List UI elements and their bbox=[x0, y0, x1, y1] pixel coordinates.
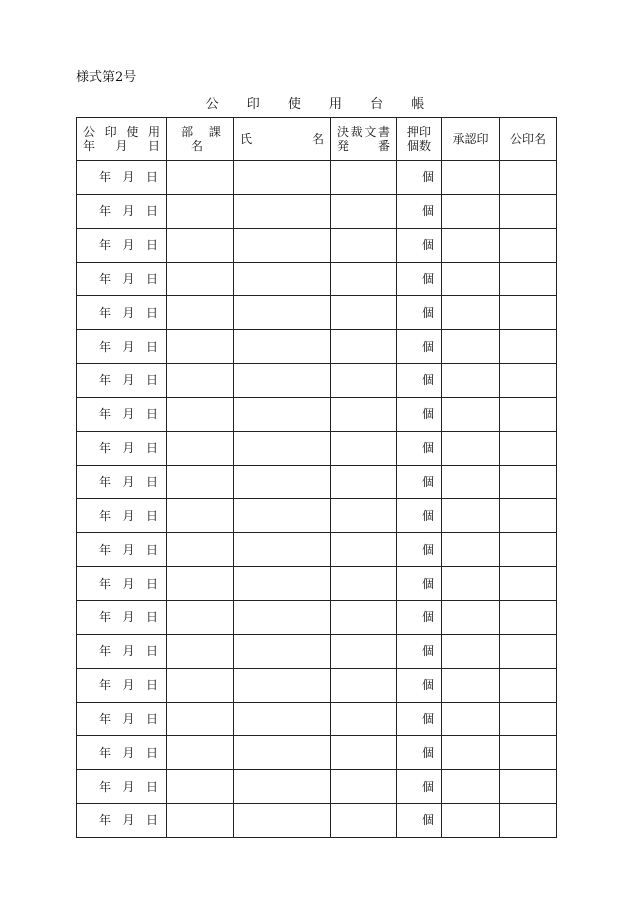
approval-seal-cell[interactable] bbox=[442, 533, 500, 567]
header-usage-date-line1: 公 印 使 用 bbox=[83, 125, 160, 139]
seal-name-cell[interactable] bbox=[500, 567, 557, 601]
document-number-cell[interactable] bbox=[331, 702, 397, 736]
approval-seal-cell[interactable] bbox=[442, 634, 500, 668]
department-cell[interactable] bbox=[167, 499, 234, 533]
header-department-label: 部 課 名 bbox=[181, 125, 227, 153]
department-cell[interactable] bbox=[167, 364, 234, 398]
table-row bbox=[77, 330, 557, 364]
name-cell[interactable] bbox=[234, 194, 331, 228]
seal-count-cell[interactable] bbox=[397, 262, 442, 296]
seal-name-cell[interactable] bbox=[500, 228, 557, 262]
approval-seal-cell[interactable] bbox=[442, 397, 500, 431]
document-number-cell[interactable] bbox=[331, 770, 397, 804]
table-row bbox=[77, 465, 557, 499]
usage-date-cell[interactable] bbox=[77, 397, 167, 431]
seal-count-cell[interactable] bbox=[397, 499, 442, 533]
month-label: 月 bbox=[122, 678, 135, 693]
table-row bbox=[77, 262, 557, 296]
month-label: 月 bbox=[122, 711, 135, 726]
table-row bbox=[77, 600, 557, 634]
year-label: 年 bbox=[99, 339, 112, 354]
table-row bbox=[77, 634, 557, 668]
seal-count-cell[interactable] bbox=[397, 465, 442, 499]
approval-seal-cell[interactable] bbox=[442, 194, 500, 228]
approval-seal-cell[interactable] bbox=[442, 330, 500, 364]
table-row bbox=[77, 296, 557, 330]
header-seal-name-label: 公印名 bbox=[509, 132, 546, 146]
table-row bbox=[77, 736, 557, 770]
name-cell[interactable] bbox=[234, 364, 331, 398]
department-cell[interactable] bbox=[167, 600, 234, 634]
seal-count-cell[interactable] bbox=[397, 364, 442, 398]
header-seal-count bbox=[397, 118, 442, 161]
year-label: 年 bbox=[99, 441, 112, 456]
name-cell[interactable] bbox=[234, 397, 331, 431]
month-label: 月 bbox=[122, 441, 135, 456]
document-number-cell[interactable] bbox=[331, 804, 397, 838]
year-label: 年 bbox=[99, 576, 112, 591]
name-cell[interactable] bbox=[234, 465, 331, 499]
table-row bbox=[77, 668, 557, 702]
day-label: 日 bbox=[145, 745, 158, 760]
document-number-cell[interactable] bbox=[331, 567, 397, 601]
approval-seal-cell[interactable] bbox=[442, 702, 500, 736]
seal-name-cell[interactable] bbox=[500, 770, 557, 804]
seal-name-cell[interactable] bbox=[500, 296, 557, 330]
year-label: 年 bbox=[99, 542, 112, 557]
day-label: 日 bbox=[145, 542, 158, 557]
year-label: 年 bbox=[99, 238, 112, 253]
day-label: 日 bbox=[145, 576, 158, 591]
usage-date-cell[interactable] bbox=[77, 668, 167, 702]
form-number: 様式第2号 bbox=[76, 70, 137, 85]
name-cell[interactable] bbox=[234, 499, 331, 533]
seal-count-cell[interactable] bbox=[397, 702, 442, 736]
usage-date-cell[interactable] bbox=[77, 804, 167, 838]
table-row bbox=[77, 194, 557, 228]
seal-name-cell[interactable] bbox=[500, 431, 557, 465]
approval-seal-cell[interactable] bbox=[442, 431, 500, 465]
table-row bbox=[77, 499, 557, 533]
count-unit-label: 個 bbox=[421, 305, 434, 320]
department-cell[interactable] bbox=[167, 465, 234, 499]
table-row bbox=[77, 228, 557, 262]
seal-name-cell[interactable] bbox=[500, 736, 557, 770]
approval-seal-cell[interactable] bbox=[442, 736, 500, 770]
count-unit-label: 個 bbox=[421, 576, 434, 591]
header-row bbox=[77, 118, 557, 161]
year-label: 年 bbox=[99, 475, 112, 490]
count-unit-label: 個 bbox=[421, 542, 434, 557]
table-row bbox=[77, 364, 557, 398]
day-label: 日 bbox=[145, 678, 158, 693]
document-number-cell[interactable] bbox=[331, 600, 397, 634]
name-cell[interactable] bbox=[234, 634, 331, 668]
seal-count-cell[interactable] bbox=[397, 600, 442, 634]
document-number-cell[interactable] bbox=[331, 499, 397, 533]
department-cell[interactable] bbox=[167, 634, 234, 668]
month-label: 月 bbox=[122, 407, 135, 422]
department-cell[interactable] bbox=[167, 736, 234, 770]
month-label: 月 bbox=[122, 170, 135, 185]
department-cell[interactable] bbox=[167, 431, 234, 465]
year-label: 年 bbox=[99, 271, 112, 286]
name-cell[interactable] bbox=[234, 770, 331, 804]
usage-date-cell[interactable] bbox=[77, 262, 167, 296]
name-cell[interactable] bbox=[234, 431, 331, 465]
count-unit-label: 個 bbox=[421, 678, 434, 693]
department-cell[interactable] bbox=[167, 804, 234, 838]
year-label: 年 bbox=[99, 711, 112, 726]
day-label: 日 bbox=[145, 407, 158, 422]
name-cell[interactable] bbox=[234, 668, 331, 702]
usage-date-cell[interactable] bbox=[77, 194, 167, 228]
department-cell[interactable] bbox=[167, 194, 234, 228]
approval-seal-cell[interactable] bbox=[442, 161, 500, 195]
document-number-cell[interactable] bbox=[331, 296, 397, 330]
header-usage-date bbox=[77, 118, 167, 161]
usage-date-cell[interactable] bbox=[77, 499, 167, 533]
month-label: 月 bbox=[122, 204, 135, 219]
seal-count-cell[interactable] bbox=[397, 770, 442, 804]
name-cell[interactable] bbox=[234, 533, 331, 567]
usage-date-cell[interactable] bbox=[77, 634, 167, 668]
usage-date-cell[interactable] bbox=[77, 431, 167, 465]
seal-count-cell[interactable] bbox=[397, 330, 442, 364]
seal-name-cell[interactable] bbox=[500, 804, 557, 838]
name-cell[interactable] bbox=[234, 296, 331, 330]
day-label: 日 bbox=[145, 441, 158, 456]
day-label: 日 bbox=[145, 373, 158, 388]
document-number-cell[interactable] bbox=[331, 736, 397, 770]
approval-seal-cell[interactable] bbox=[442, 296, 500, 330]
approval-seal-cell[interactable] bbox=[442, 262, 500, 296]
usage-date-cell[interactable] bbox=[77, 296, 167, 330]
seal-count-cell[interactable] bbox=[397, 804, 442, 838]
count-unit-label: 個 bbox=[421, 610, 434, 625]
day-label: 日 bbox=[145, 238, 158, 253]
count-unit-label: 個 bbox=[421, 339, 434, 354]
day-label: 日 bbox=[145, 711, 158, 726]
seal-count-cell[interactable] bbox=[397, 296, 442, 330]
header-name bbox=[234, 118, 331, 161]
day-label: 日 bbox=[145, 339, 158, 354]
table-row bbox=[77, 533, 557, 567]
usage-date-cell[interactable] bbox=[77, 533, 167, 567]
seal-count-cell[interactable] bbox=[397, 668, 442, 702]
day-label: 日 bbox=[145, 644, 158, 659]
day-label: 日 bbox=[145, 475, 158, 490]
document-number-cell[interactable] bbox=[331, 668, 397, 702]
month-label: 月 bbox=[122, 238, 135, 253]
seal-name-cell[interactable] bbox=[500, 194, 557, 228]
year-label: 年 bbox=[99, 644, 112, 659]
month-label: 月 bbox=[122, 813, 135, 828]
seal-count-cell[interactable] bbox=[397, 194, 442, 228]
name-cell[interactable] bbox=[234, 804, 331, 838]
month-label: 月 bbox=[122, 373, 135, 388]
usage-date-cell[interactable] bbox=[77, 770, 167, 804]
day-label: 日 bbox=[145, 610, 158, 625]
seal-name-cell[interactable] bbox=[500, 668, 557, 702]
count-unit-label: 個 bbox=[421, 508, 434, 523]
document-number-cell[interactable] bbox=[331, 465, 397, 499]
approval-seal-cell[interactable] bbox=[442, 804, 500, 838]
document-number-cell[interactable] bbox=[331, 364, 397, 398]
count-unit-label: 個 bbox=[421, 204, 434, 219]
department-cell[interactable] bbox=[167, 770, 234, 804]
seal-count-cell[interactable] bbox=[397, 567, 442, 601]
department-cell[interactable] bbox=[167, 296, 234, 330]
usage-date-cell[interactable] bbox=[77, 465, 167, 499]
header-document-number bbox=[331, 118, 397, 161]
seal-name-cell[interactable] bbox=[500, 364, 557, 398]
usage-date-cell[interactable] bbox=[77, 736, 167, 770]
day-label: 日 bbox=[145, 813, 158, 828]
table-row bbox=[77, 431, 557, 465]
approval-seal-cell[interactable] bbox=[442, 228, 500, 262]
year-label: 年 bbox=[99, 508, 112, 523]
count-unit-label: 個 bbox=[421, 373, 434, 388]
table-row bbox=[77, 567, 557, 601]
table-row bbox=[77, 161, 557, 195]
document-number-cell[interactable] bbox=[331, 262, 397, 296]
count-unit-label: 個 bbox=[421, 407, 434, 422]
count-unit-label: 個 bbox=[421, 475, 434, 490]
seal-count-cell[interactable] bbox=[397, 634, 442, 668]
department-cell[interactable] bbox=[167, 668, 234, 702]
usage-date-cell[interactable] bbox=[77, 600, 167, 634]
year-label: 年 bbox=[99, 678, 112, 693]
year-label: 年 bbox=[99, 373, 112, 388]
count-unit-label: 個 bbox=[421, 711, 434, 726]
month-label: 月 bbox=[122, 610, 135, 625]
day-label: 日 bbox=[145, 170, 158, 185]
header-document-number-line2: 発 番 bbox=[337, 139, 390, 153]
name-cell[interactable] bbox=[234, 161, 331, 195]
seal-name-cell[interactable] bbox=[500, 634, 557, 668]
seal-name-cell[interactable] bbox=[500, 161, 557, 195]
header-name-label: 氏 名 bbox=[240, 132, 324, 146]
seal-name-cell[interactable] bbox=[500, 397, 557, 431]
day-label: 日 bbox=[145, 305, 158, 320]
seal-name-cell[interactable] bbox=[500, 330, 557, 364]
day-label: 日 bbox=[145, 204, 158, 219]
approval-seal-cell[interactable] bbox=[442, 668, 500, 702]
count-unit-label: 個 bbox=[421, 745, 434, 760]
header-document-number-line1: 決裁文書 bbox=[337, 125, 390, 139]
department-cell[interactable] bbox=[167, 567, 234, 601]
year-label: 年 bbox=[99, 813, 112, 828]
header-approval-label: 承認印 bbox=[452, 132, 489, 146]
year-label: 年 bbox=[99, 745, 112, 760]
approval-seal-cell[interactable] bbox=[442, 567, 500, 601]
seal-count-cell[interactable] bbox=[397, 533, 442, 567]
department-cell[interactable] bbox=[167, 262, 234, 296]
seal-usage-ledger-table bbox=[76, 117, 557, 838]
month-label: 月 bbox=[122, 339, 135, 354]
usage-date-cell[interactable] bbox=[77, 228, 167, 262]
month-label: 月 bbox=[122, 745, 135, 760]
header-usage-date-line2: 年 月 日 bbox=[83, 139, 160, 153]
month-label: 月 bbox=[122, 271, 135, 286]
seal-count-cell[interactable] bbox=[397, 161, 442, 195]
usage-date-cell[interactable] bbox=[77, 161, 167, 195]
name-cell[interactable] bbox=[234, 262, 331, 296]
department-cell[interactable] bbox=[167, 228, 234, 262]
day-label: 日 bbox=[145, 779, 158, 794]
usage-date-cell[interactable] bbox=[77, 567, 167, 601]
year-label: 年 bbox=[99, 305, 112, 320]
document-number-cell[interactable] bbox=[331, 194, 397, 228]
month-label: 月 bbox=[122, 576, 135, 591]
count-unit-label: 個 bbox=[421, 813, 434, 828]
table-row bbox=[77, 804, 557, 838]
month-label: 月 bbox=[122, 644, 135, 659]
department-cell[interactable] bbox=[167, 161, 234, 195]
table-row bbox=[77, 397, 557, 431]
approval-seal-cell[interactable] bbox=[442, 499, 500, 533]
document-number-cell[interactable] bbox=[331, 397, 397, 431]
department-cell[interactable] bbox=[167, 330, 234, 364]
approval-seal-cell[interactable] bbox=[442, 465, 500, 499]
document-number-cell[interactable] bbox=[331, 431, 397, 465]
month-label: 月 bbox=[122, 305, 135, 320]
name-cell[interactable] bbox=[234, 330, 331, 364]
approval-seal-cell[interactable] bbox=[442, 770, 500, 804]
count-unit-label: 個 bbox=[421, 170, 434, 185]
usage-date-cell[interactable] bbox=[77, 702, 167, 736]
count-unit-label: 個 bbox=[421, 644, 434, 659]
seal-count-cell[interactable] bbox=[397, 228, 442, 262]
header-approval bbox=[442, 118, 500, 161]
seal-name-cell[interactable] bbox=[500, 533, 557, 567]
header-seal-name bbox=[500, 118, 557, 161]
document-number-cell[interactable] bbox=[331, 533, 397, 567]
seal-name-cell[interactable] bbox=[500, 702, 557, 736]
month-label: 月 bbox=[122, 779, 135, 794]
table-row bbox=[77, 702, 557, 736]
name-cell[interactable] bbox=[234, 228, 331, 262]
name-cell[interactable] bbox=[234, 600, 331, 634]
document-number-cell[interactable] bbox=[331, 228, 397, 262]
year-label: 年 bbox=[99, 170, 112, 185]
document-number-cell[interactable] bbox=[331, 161, 397, 195]
month-label: 月 bbox=[122, 508, 135, 523]
document-number-cell[interactable] bbox=[331, 634, 397, 668]
header-department bbox=[167, 118, 234, 161]
seal-count-cell[interactable] bbox=[397, 736, 442, 770]
department-cell[interactable] bbox=[167, 533, 234, 567]
seal-name-cell[interactable] bbox=[500, 600, 557, 634]
day-label: 日 bbox=[145, 508, 158, 523]
header-seal-count-line1: 押印 bbox=[406, 125, 431, 139]
document-title: 公 印 使 用 台 帳 bbox=[205, 97, 437, 112]
seal-count-cell[interactable] bbox=[397, 397, 442, 431]
document-number-cell[interactable] bbox=[331, 330, 397, 364]
approval-seal-cell[interactable] bbox=[442, 364, 500, 398]
month-label: 月 bbox=[122, 475, 135, 490]
count-unit-label: 個 bbox=[421, 441, 434, 456]
department-cell[interactable] bbox=[167, 702, 234, 736]
seal-name-cell[interactable] bbox=[500, 499, 557, 533]
table-row bbox=[77, 770, 557, 804]
count-unit-label: 個 bbox=[421, 779, 434, 794]
count-unit-label: 個 bbox=[421, 271, 434, 286]
header-seal-count-line2: 個数 bbox=[406, 139, 431, 153]
ledger-body bbox=[77, 161, 557, 838]
count-unit-label: 個 bbox=[421, 238, 434, 253]
department-cell[interactable] bbox=[167, 397, 234, 431]
month-label: 月 bbox=[122, 542, 135, 557]
year-label: 年 bbox=[99, 204, 112, 219]
seal-name-cell[interactable] bbox=[500, 465, 557, 499]
day-label: 日 bbox=[145, 271, 158, 286]
seal-count-cell[interactable] bbox=[397, 431, 442, 465]
seal-name-cell[interactable] bbox=[500, 262, 557, 296]
usage-date-cell[interactable] bbox=[77, 364, 167, 398]
approval-seal-cell[interactable] bbox=[442, 600, 500, 634]
name-cell[interactable] bbox=[234, 702, 331, 736]
year-label: 年 bbox=[99, 610, 112, 625]
year-label: 年 bbox=[99, 779, 112, 794]
name-cell[interactable] bbox=[234, 567, 331, 601]
usage-date-cell[interactable] bbox=[77, 330, 167, 364]
year-label: 年 bbox=[99, 407, 112, 422]
name-cell[interactable] bbox=[234, 736, 331, 770]
